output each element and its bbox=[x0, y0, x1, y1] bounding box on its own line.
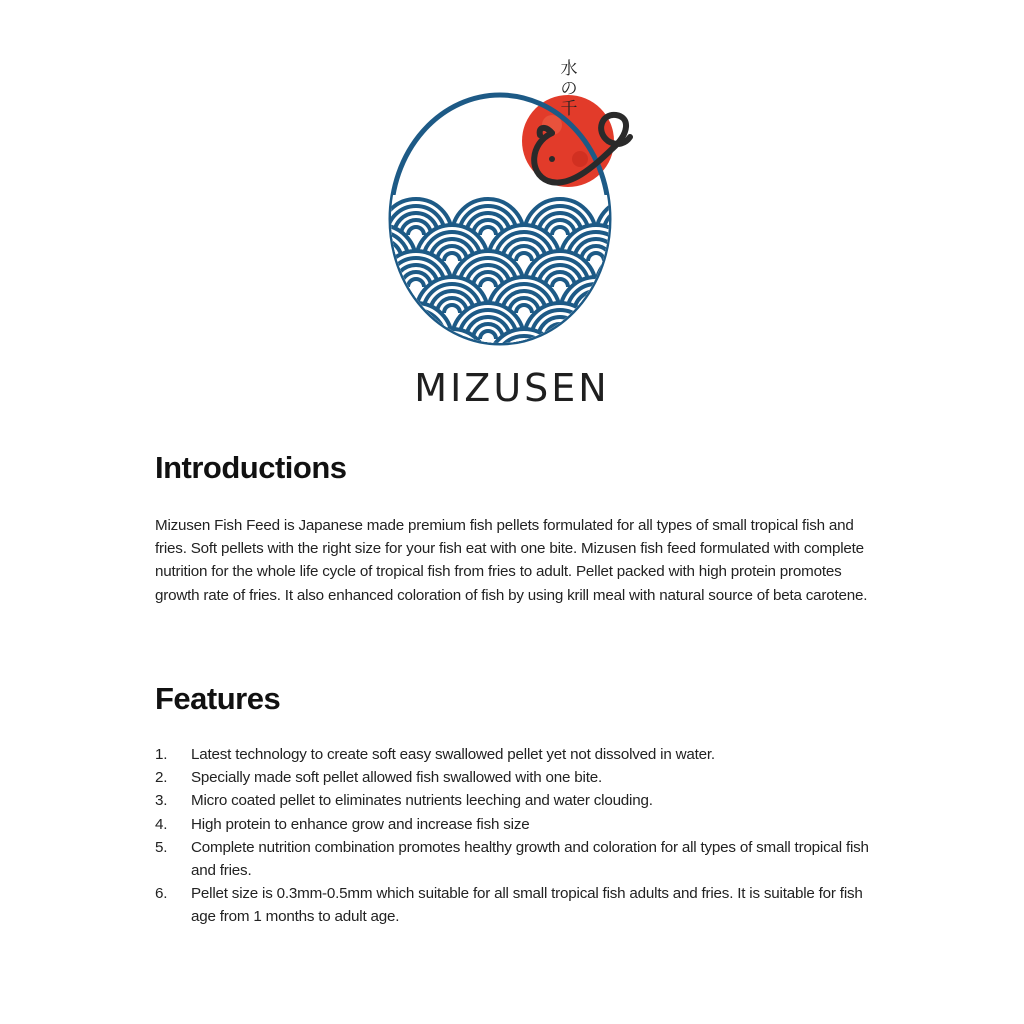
japanese-brand-text: 水の千 bbox=[560, 59, 578, 119]
feature-item bbox=[155, 836, 875, 882]
feature-number: 2. bbox=[155, 769, 168, 787]
feature-number: 4. bbox=[155, 815, 168, 833]
feature-number: 3. bbox=[155, 792, 168, 810]
brand-name: MIZUSEN bbox=[414, 366, 610, 410]
feature-item bbox=[155, 789, 875, 812]
feature-item bbox=[155, 813, 875, 836]
feature-text: Latest technology to create soft easy swallowed pellet yet not dissolved in water. bbox=[191, 746, 715, 763]
features-heading: Features bbox=[155, 681, 281, 716]
introduction-paragraph: Mizusen Fish Feed is Japanese made premium fish pellets formulated for all types of small tropical fish and fries. Soft pellets with the right size for your fish eat with one bite. Mizusen fish feed formulated with complete nutrition for the whole life cycle of tropical fish from fries to adult. Pellet packed with high protein promotes growth rate of fries. It also enhanced coloration of fish by using krill meal with natural source of beta carotene. bbox=[155, 517, 868, 604]
feature-text: High protein to enhance grow and increase fish size bbox=[191, 815, 530, 833]
feature-text: Pellet size is 0.3mm-0.5mm which suitable for all small tropical fish adults and fries. It is suitable for fish age from 1 months to adult age. bbox=[191, 885, 863, 926]
feature-number: 5. bbox=[155, 838, 168, 856]
feature-text: Micro coated pellet to eliminates nutrients leeching and water clouding. bbox=[191, 792, 653, 810]
features-list bbox=[155, 743, 875, 929]
brand-logo bbox=[380, 55, 650, 355]
feature-item bbox=[155, 743, 875, 766]
feature-number: 6. bbox=[155, 885, 168, 903]
feature-text: Specially made soft pellet allowed fish swallowed with one bite. bbox=[191, 769, 602, 787]
introductions-heading: Introductions bbox=[155, 450, 347, 485]
feature-item bbox=[155, 766, 875, 789]
wave-sun-fish-logo-icon bbox=[380, 55, 650, 355]
feature-number: 1. bbox=[155, 746, 168, 763]
feature-item bbox=[155, 882, 875, 928]
feature-text: Complete nutrition combination promotes healthy growth and coloration for all types of small tropical fish and fries. bbox=[191, 838, 869, 880]
